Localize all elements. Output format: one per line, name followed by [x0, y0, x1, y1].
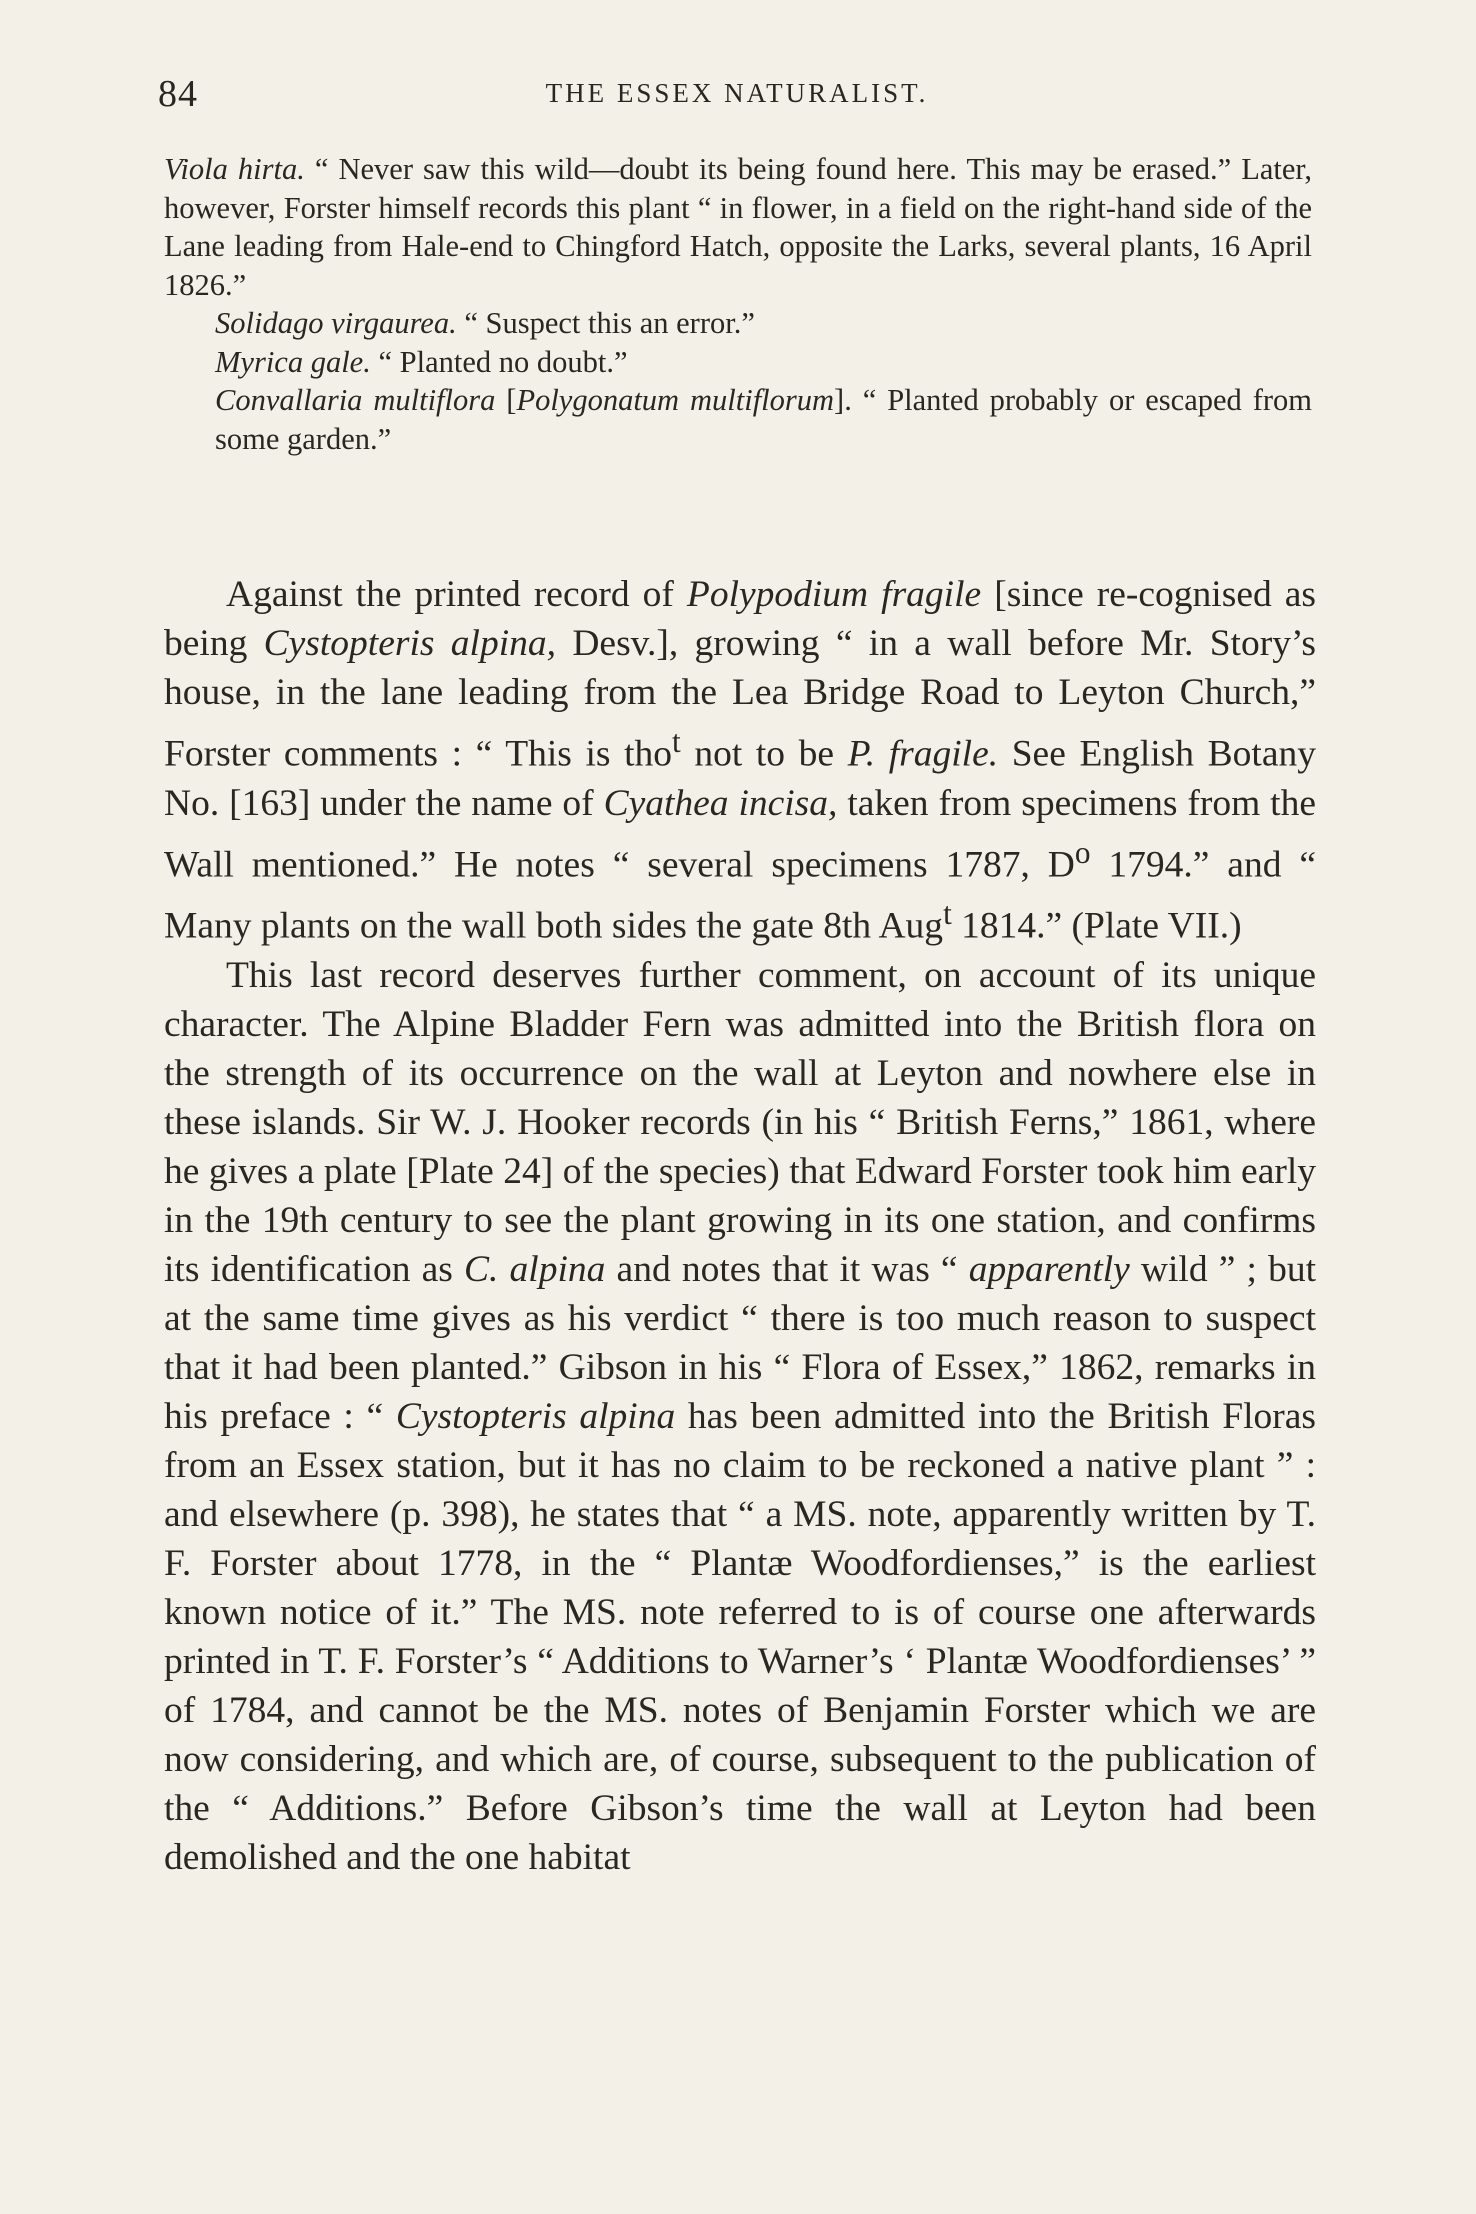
paragraph-1: Against the printed record of Polypodium fragile [since re-cognised as being Cystopteris alpina, Desv.], growing “ in a wall before Mr. Story’s house, in the lane leading from the Lea Bridge Road to Leyton Church,” Forster comments : “ This is tho$^t$ not to be P. fragile. See English Botany No. [163] under the name of Cyathea incisa, taken from specimens from the Wall mentioned.” He notes “ several specimens 1787, $D^o$ 1794.” and “ Many plants on the wall both sides the gate 8th Aug$^t$ 1814.” (Plate VII.) [164, 574, 1317, 947]
species-name: Myrica gale. [215, 344, 371, 379]
page-number: 84 [158, 73, 198, 115]
species-name: Polygonatum multiflorum [516, 383, 835, 417]
species-name: Viola hirta. [164, 152, 305, 186]
note-solidago: Solidago virgaurea. “ Suspect this an error.” [215, 306, 755, 340]
paragraph-2: This last record deserves further comment, on account of its unique character. The Alpine Bladder Fern was admitted into the British flora on the strength of its occurrence on the wall at Leyton and nowhere else in these islands. Sir W. J. Hooker records (in his “ British Ferns,” 1861, where he gives a plate [Plate 24] of the species) that Edward Forster took him early in the 19th century to see the plant growing in its one station, and confirms its identification as C. alpina and notes that it was “ apparently wild ” ; but at the same time gives as his verdict “ there is too much reason to suspect that it had been planted.” Gibson in his “ Flora of Essex,” 1862, remarks in his preface : “ Cystopteris alpina has been admitted into the British Floras from an Essex station, but it has no claim to be reckoned a native plant ” : and elsewhere (p. 398), he states that “ a MS. note, apparently written by T. F. Forster about 1778, in the “ Plantæ Woodfordienses,” is the earliest known notice of it.” The MS. note referred to is of course one afterwards printed in T. F. Forster’s “ Additions to Warner’s ‘ Plantæ Woodfordienses’ ” of 1784, and cannot be the MS. notes of Benjamin Forster which we are now considering, and which are, of course, subsequent to the publication of the “ Additions.” Before Gibson’s time the wall at Leyton had been demolished and the one habitat [164, 954, 1317, 1878]
body-text [164, 570, 1316, 1882]
running-head: THE ESSEX NATURALIST. [545, 78, 929, 108]
page-header [158, 72, 1316, 122]
species-name: Convallaria multiflora [215, 383, 496, 417]
note-convallaria: Convallaria multiflora [Polygonatum multiflorum]. “ Planted probably or escaped from some garden.” [215, 383, 1312, 456]
species-name: Solidago virgaurea. [215, 306, 457, 340]
plant-notes [164, 150, 1312, 458]
note-viola: Viola hirta. “ Never saw this wild—doubt its being found here. This may be erased.” Later, however, Forster himself records this plant “ in flower, in a field on the right-hand side of the Lane leading from Hale-end to Chingford Hatch, opposite the Larks, several plants, 16 April 1826.” [164, 152, 1312, 302]
note-myrica: Myrica gale. “ Planted no doubt.” [215, 344, 628, 379]
